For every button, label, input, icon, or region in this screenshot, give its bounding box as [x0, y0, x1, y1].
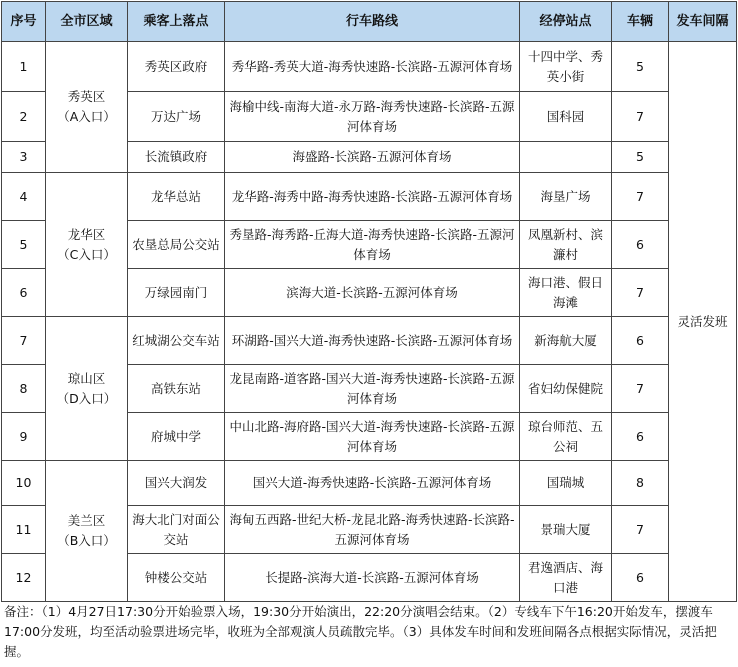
row-route: 环湖路-国兴大道-海秀快速路-长滨路-五源河体育场	[225, 317, 520, 365]
row-stop: 红城湖公交车站	[128, 317, 225, 365]
row-via: 琼台师范、五公祠	[520, 413, 612, 461]
row-buses: 5	[612, 142, 669, 173]
row-no: 5	[2, 221, 46, 269]
region-cell	[46, 173, 128, 317]
row-via: 省妇幼保健院	[520, 365, 612, 413]
region-cell	[46, 42, 128, 173]
table-header-row	[2, 2, 737, 42]
row-via: 国瑞城	[520, 461, 612, 506]
header-stop: 乘客上落点	[128, 2, 225, 42]
bus-schedule-table	[1, 1, 737, 602]
row-no: 2	[2, 92, 46, 142]
row-buses: 7	[612, 173, 669, 221]
row-route: 龙华路-海秀中路-海秀快速路-长滨路-五源河体育场	[225, 173, 520, 221]
region-name: 秀英区	[67, 89, 106, 104]
header-region: 全市区域	[46, 2, 128, 42]
row-no: 7	[2, 317, 46, 365]
row-route: 海盛路-长滨路-五源河体育场	[225, 142, 520, 173]
header-no: 序号	[2, 2, 46, 42]
row-route: 海榆中线-南海大道-永万路-海秀快速路-长滨路-五源河体育场	[225, 92, 520, 142]
row-buses: 7	[612, 365, 669, 413]
row-buses: 6	[612, 221, 669, 269]
row-stop: 长流镇政府	[128, 142, 225, 173]
row-stop: 高铁东站	[128, 365, 225, 413]
row-no: 1	[2, 42, 46, 92]
table-row	[2, 317, 737, 365]
row-route: 国兴大道-海秀快速路-长滨路-五源河体育场	[225, 461, 520, 506]
row-buses: 8	[612, 461, 669, 506]
row-route: 秀垦路-海秀路-丘海大道-海秀快速路-长滨路-五源河体育场	[225, 221, 520, 269]
table-row	[2, 461, 737, 506]
row-stop: 钟楼公交站	[128, 554, 225, 602]
row-via: 凤凰新村、滨濂村	[520, 221, 612, 269]
header-route: 行车路线	[225, 2, 520, 42]
row-stop: 国兴大润发	[128, 461, 225, 506]
header-interval: 发车间隔	[669, 2, 737, 42]
row-buses: 6	[612, 554, 669, 602]
region-name: 琼山区	[67, 370, 106, 386]
region-cell	[46, 317, 128, 461]
row-route: 滨海大道-长滨路-五源河体育场	[225, 269, 520, 317]
row-via: 国科园	[520, 92, 612, 142]
row-via: 君逸酒店、海口港	[520, 554, 612, 602]
row-route: 长提路-滨海大道-长滨路-五源河体育场	[225, 554, 520, 602]
region-entrance: （D入口）	[56, 390, 117, 406]
row-stop: 龙华总站	[128, 173, 225, 221]
row-stop: 农垦总局公交站	[128, 221, 225, 269]
header-buses: 车辆	[612, 2, 669, 42]
row-via: 十四中学、秀英小街	[520, 42, 612, 92]
row-via: 海垦广场	[520, 173, 612, 221]
row-stop: 万达广场	[128, 92, 225, 142]
row-buses: 7	[612, 92, 669, 142]
row-no: 9	[2, 413, 46, 461]
row-buses: 7	[612, 506, 669, 554]
row-via: 新海航大厦	[520, 317, 612, 365]
region-entrance: （B入口）	[57, 533, 116, 548]
row-no: 12	[2, 554, 46, 602]
row-no: 11	[2, 506, 46, 554]
region-name: 龙华区	[67, 226, 106, 242]
footnote: 备注：（1）4月27日17:30分开始验票入场，19:30分开始演出，22:20分演唱会结束。（2）专线车下午16:20开始发车，摆渡车17:00分发班，均至活动验票进场完毕，收班为全部观演人员疏散完毕。（3）具体发车时间和发班间隔各点根据实际情况，灵活把握。	[4, 604, 717, 659]
row-route: 中山北路-海府路-国兴大道-海秀快速路-长滨路-五源河体育场	[225, 413, 520, 461]
row-no: 4	[2, 173, 46, 221]
row-via: 海口港、假日海滩	[520, 269, 612, 317]
row-route: 海甸五西路-世纪大桥-龙昆北路-海秀快速路-长滨路-五源河体育场	[225, 506, 520, 554]
row-via: 景瑞大厦	[520, 506, 612, 554]
row-stop: 秀英区政府	[128, 42, 225, 92]
row-no: 8	[2, 365, 46, 413]
row-route: 龙昆南路-道客路-国兴大道-海秀快速路-长滨路-五源河体育场	[225, 365, 520, 413]
row-buses: 6	[612, 413, 669, 461]
header-via: 经停站点	[520, 2, 612, 42]
region-entrance: （A入口）	[57, 109, 116, 124]
row-no: 3	[2, 142, 46, 173]
row-stop: 府城中学	[128, 413, 225, 461]
interval-cell: 灵活发班	[669, 42, 737, 602]
row-buses: 5	[612, 42, 669, 92]
table-row	[2, 173, 737, 221]
row-buses: 6	[612, 317, 669, 365]
row-no: 10	[2, 461, 46, 506]
region-entrance: （C入口）	[57, 246, 116, 262]
row-buses: 7	[612, 269, 669, 317]
row-via	[520, 142, 612, 173]
region-name: 美兰区	[67, 513, 106, 528]
row-route: 秀华路-秀英大道-海秀快速路-长滨路-五源河体育场	[225, 42, 520, 92]
region-cell	[46, 461, 128, 602]
table-row	[2, 42, 737, 92]
row-no: 6	[2, 269, 46, 317]
row-stop: 万绿园南门	[128, 269, 225, 317]
row-stop: 海大北门对面公交站	[128, 506, 225, 554]
